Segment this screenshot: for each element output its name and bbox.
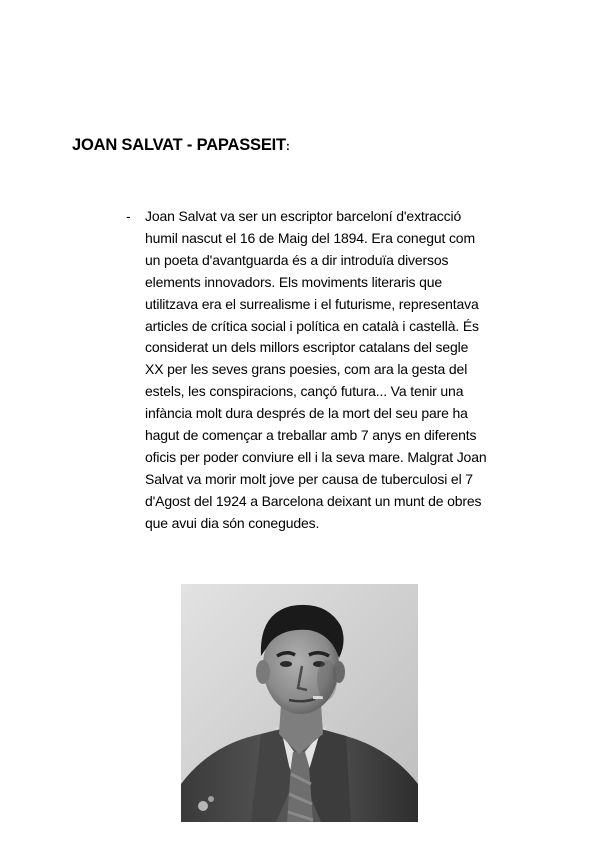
paragraph-line: considerat un dels millors escriptor catalans del segle bbox=[145, 339, 469, 356]
paragraph-line: oficis per poder conviure ell i la seva mare. Malgrat Joan bbox=[145, 448, 487, 465]
paragraph-line: hagut de començar a treballar amb 7 anys en diferents bbox=[145, 427, 477, 444]
page-title bbox=[72, 136, 290, 155]
paragraph-line: elements innovadors. Els moviments literaris que bbox=[145, 273, 443, 290]
paragraph-line: d'Agost del 1924 a Barcelona deixant un munt de obres bbox=[145, 492, 482, 509]
paragraph-line: Salvat va morir molt jove per causa de tuberculosi el 7 bbox=[145, 470, 473, 487]
portrait-image bbox=[181, 584, 418, 822]
paragraph-line: XX per les seves grans poesies, com ara la gesta del bbox=[145, 361, 468, 378]
paragraph-line: un poeta d'avantguarda és a dir introduïa diversos bbox=[145, 251, 449, 268]
title-colon: : bbox=[285, 139, 290, 153]
paragraph-line: estels, les conspiracions, cançó futura... Va tenir una bbox=[145, 383, 464, 400]
bullet-marker: - bbox=[126, 208, 131, 224]
paragraph-line: Joan Salvat va ser un escriptor barceloní d'extracció bbox=[145, 208, 462, 224]
paragraph-line: utilitzava era el surrealisme i el futurisme, representava bbox=[145, 295, 479, 312]
paragraph-line: humil nascut el 16 de Maig del 1894. Era conegut com bbox=[145, 229, 475, 246]
paragraph-line: infància molt dura després de la mort del seu pare ha bbox=[145, 405, 468, 422]
title-text: JOAN SALVAT - PAPASSEIT bbox=[72, 136, 286, 154]
paragraph-line: articles de crítica social i política en català i castellà. És bbox=[145, 317, 479, 334]
biography-paragraph bbox=[145, 206, 535, 535]
paragraph-line: que avui dia són conegudes. bbox=[145, 514, 320, 531]
portrait-photo bbox=[181, 584, 418, 822]
